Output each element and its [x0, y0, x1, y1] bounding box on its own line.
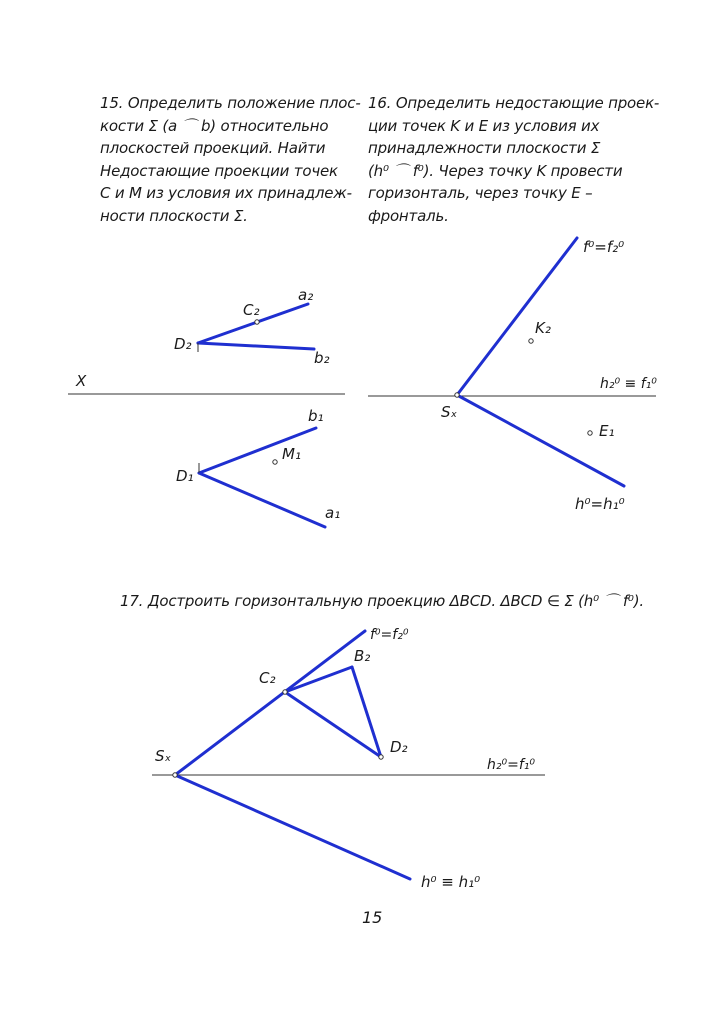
task-16-line: ции точек K и E из условия их [368, 116, 600, 135]
task-15-line: 15. Определить положение плос- [100, 94, 361, 112]
task-15-line: C и M из условия их принадлеж- [100, 184, 352, 202]
label-h0: h⁰ ≡ h₁⁰ [421, 873, 481, 891]
point-m1 [273, 460, 277, 464]
figure-17 [152, 627, 545, 891]
label-a1: a₁ [325, 504, 341, 522]
label-c2: C₂ [243, 301, 260, 319]
label-b2: b₂ [314, 349, 330, 367]
label-sx: Sₓ [441, 403, 458, 421]
point-d2 [379, 755, 383, 759]
label-b2: B₂ [354, 647, 371, 665]
line-a1 [199, 473, 325, 527]
task-16-line: горизонталь, через точку E – [368, 184, 593, 202]
point-k2 [529, 339, 533, 343]
label-f0: f⁰=f₂⁰ [583, 238, 625, 256]
label-d2: D₂ [390, 738, 408, 756]
edge-c2-d2 [285, 692, 381, 757]
point-sx [455, 393, 459, 397]
task-16-line: (h⁰ ⌒ f⁰). Через точку K провести [368, 161, 623, 180]
label-sx: Sₓ [155, 747, 172, 765]
point-sx [173, 773, 177, 777]
line-b2 [198, 343, 314, 349]
point-e1 [588, 431, 592, 435]
point-c2 [283, 690, 287, 694]
task-15-line: плоскостей проекций. Найти [100, 139, 326, 157]
trace-f0 [175, 631, 365, 775]
task-16-line: 16. Определить недостающие проек- [368, 94, 660, 112]
figure-16 [368, 238, 657, 513]
trace-h0 [175, 775, 410, 879]
label-f0: f⁰=f₂⁰ [370, 627, 409, 643]
task-17-text: 17. Достроить горизонтальную проекцию ΔBCD. ΔBCD ∈ Σ (h⁰ ⌒ f⁰). [120, 592, 644, 610]
page-number: 15 [362, 908, 383, 927]
label-a2: a₂ [298, 286, 314, 304]
label-k2: K₂ [535, 319, 551, 337]
edge-b2-d2 [352, 667, 381, 757]
point-c2 [255, 320, 259, 324]
label-m1: M₁ [282, 445, 301, 463]
label-h2-f1: h₂⁰=f₁⁰ [487, 757, 535, 773]
label-d2: D₂ [174, 335, 192, 353]
edge-c2-b2 [285, 667, 352, 692]
task-16-line: фронталь. [368, 206, 449, 225]
label-d1: D₁ [176, 467, 194, 485]
trace-f0 [457, 238, 577, 395]
label-h2-f1: h₂⁰ ≡ f₁⁰ [600, 376, 657, 392]
label-h0: h⁰=h₁⁰ [575, 495, 625, 513]
trace-h0 [457, 395, 624, 486]
task-16-line: принадлежности плоскости Σ [368, 139, 601, 157]
label-c2: C₂ [259, 669, 276, 687]
label-b1: b₁ [308, 407, 324, 425]
x-axis-label: X [76, 372, 87, 390]
label-e1: E₁ [599, 422, 615, 440]
task-15-line: Недостающие проекции точек [100, 161, 338, 180]
task-15-line: ности плоскости Σ. [100, 206, 248, 225]
task-15-line: кости Σ (a ⌒ b) относительно [100, 116, 329, 135]
figure-15 [68, 286, 345, 527]
